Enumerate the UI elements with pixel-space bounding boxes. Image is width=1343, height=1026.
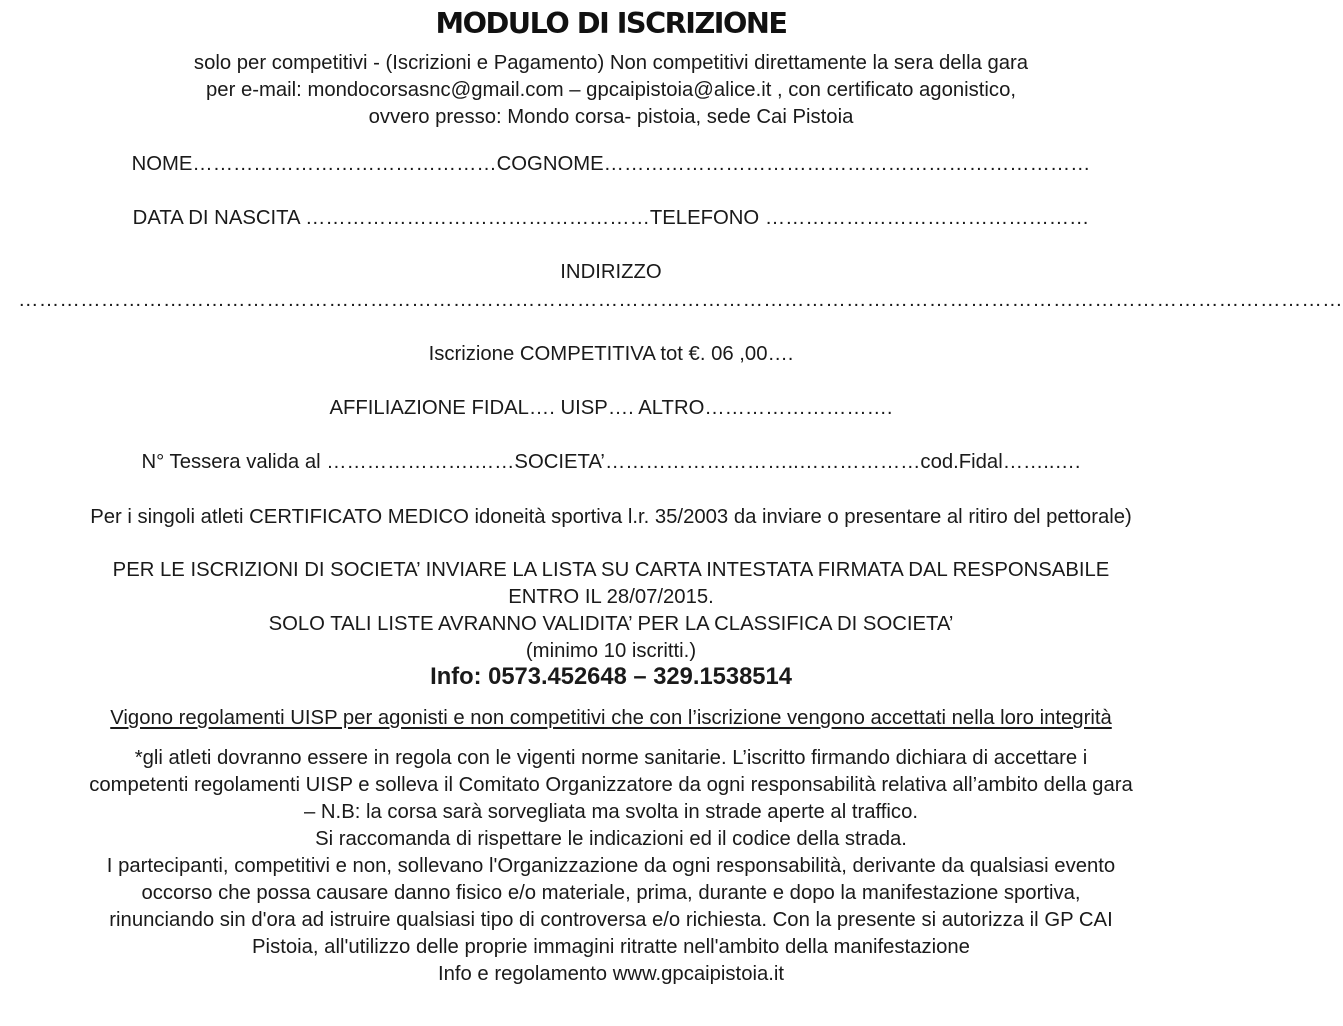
societa-line-4: (minimo 10 iscritti.) <box>525 640 697 662</box>
disclaimer-line-5: I partecipanti, competitivi e non, sollevano l'Organizzazione da ogni responsabilità, derivante da qualsiasi evento <box>106 855 1116 877</box>
societa-line-2: ENTRO IL 28/07/2015. <box>508 586 714 608</box>
disclaimer-line-9-website: Info e regolamento www.gpcaipistoia.it <box>437 963 785 985</box>
field-tessera-societa[interactable]: N° Tessera valida al ………………….……SOCIETA’………………………..………………cod.Fidal……..…. <box>141 451 1081 473</box>
societa-line-3: SOLO TALI LISTE AVRANNO VALIDITA’ PER LA CLASSIFICA DI SOCIETA’ <box>268 613 954 635</box>
disclaimer-line-3: – N.B: la corsa sarà sorvegliata ma svolta in strade aperte al traffico. <box>304 801 918 823</box>
societa-line-1: PER LE ISCRIZIONI DI SOCIETA’ INVIARE LA LISTA SU CARTA INTESTATA FIRMATA DAL RESPONSABILE <box>112 559 1110 581</box>
regolamenti-note: Vigono regolamenti UISP per agonisti e non competitivi che con l’iscrizione vengono accettati nella loro integrità <box>110 707 1112 729</box>
field-nome-cognome[interactable]: NOME………………………………………COGNOME……………………………………………………………… <box>131 153 1091 175</box>
intro-line-email: per e-mail: mondocorsasnc@gmail.com – gpcaipistoia@alice.it , con certificato agonistico, <box>206 79 1016 101</box>
certificato-medico-note: Per i singoli atleti CERTIFICATO MEDICO idoneità sportiva l.r. 35/2003 da inviare o presentare al ritiro del pettorale) <box>90 506 1132 528</box>
field-indirizzo-line[interactable]: ………………………………………………………………………………………………………………………………………………………………………… <box>18 288 1343 311</box>
intro-line-presso: ovvero presso: Mondo corsa- pistoia, sede Cai Pistoia <box>368 106 854 128</box>
page-title: MODULO DI ISCRIZIONE <box>435 6 787 40</box>
disclaimer-line-4: Si raccomanda di rispettare le indicazioni ed il codice della strada. <box>315 828 907 850</box>
iscrizione-fee: Iscrizione COMPETITIVA tot €. 06 ,00…. <box>428 343 794 365</box>
disclaimer-line-8: Pistoia, all'utilizzo delle proprie immagini ritratte nell'ambito della manifestazione <box>252 936 970 958</box>
intro-line-competitivi: solo per competitivi - (Iscrizioni e Pagamento) Non competitivi direttamente la sera della gara <box>193 52 1029 74</box>
disclaimer-line-7: rinunciando sin d'ora ad istruire qualsiasi tipo di controversa e/o richiesta. Con la presente si autorizza il GP CAI <box>109 909 1113 931</box>
info-phone: Info: 0573.452648 – 329.1538514 <box>430 663 792 690</box>
field-nascita-telefono[interactable]: DATA DI NASCITA ……………………………………………TELEFONO ………………………………………… <box>132 207 1090 229</box>
disclaimer-line-2: competenti regolamenti UISP e solleva il Comitato Organizzatore da ogni responsabilità relativa all’ambito della gara <box>89 774 1133 796</box>
disclaimer-line-1: *gli atleti dovranno essere in regola con le vigenti norme sanitarie. L’iscritto firmando dichiara di accettare i <box>134 747 1088 769</box>
field-indirizzo-label: INDIRIZZO <box>560 261 662 283</box>
disclaimer-line-6: occorso che possa causare danno fisico e/o materiale, prima, durante e dopo la manifestazione sportiva, <box>141 882 1081 904</box>
field-affiliazione[interactable]: AFFILIAZIONE FIDAL…. UISP…. ALTRO………………………. <box>329 397 893 419</box>
